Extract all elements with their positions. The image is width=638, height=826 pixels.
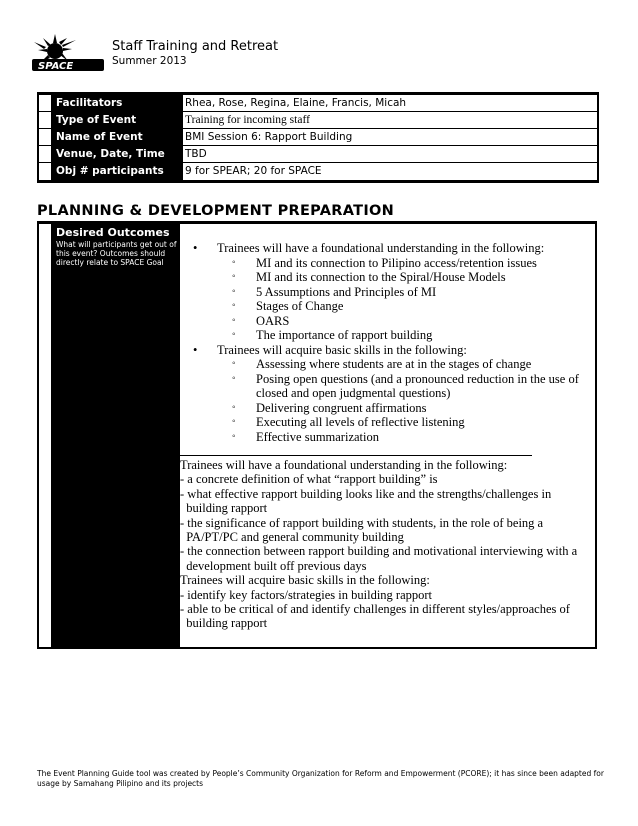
outline-item-text: Assessing where students are at in the stages of change	[256, 357, 532, 371]
outline-item	[180, 415, 595, 429]
desired-outcomes-label: Desired Outcomes	[56, 226, 170, 239]
info-label: Name of Event	[52, 129, 183, 145]
outline-item-text: Effective summarization	[256, 429, 379, 444]
detail-line: Trainees will have a foundational understanding in the following:	[180, 458, 508, 472]
outline-item-text: Trainees will have a foundational understanding in the following:	[217, 241, 545, 255]
document-title: Staff Training and Retreat	[112, 39, 279, 54]
circle-bullet-icon: ◦	[232, 329, 236, 340]
outline-item	[180, 256, 595, 270]
info-row-facilitators	[39, 95, 597, 112]
info-label: Type of Event	[52, 112, 183, 128]
outline-item-text: The importance of rapport building	[256, 328, 433, 342]
circle-bullet-icon: ◦	[232, 314, 236, 326]
outline-item	[180, 285, 595, 299]
circle-bullet-icon: ◦	[232, 285, 236, 297]
detail-line: PA/PT/PC and general community building	[180, 530, 404, 544]
desired-outcomes-content	[180, 224, 595, 647]
logo-text: SPACE	[38, 61, 74, 72]
outline-item-text: MI and its connection to Pilipino access/retention issues	[256, 255, 537, 270]
outline-item-text: Delivering congruent affirmations	[256, 400, 427, 415]
outline-item	[180, 328, 595, 342]
outline-item	[180, 241, 595, 255]
outline-item	[180, 314, 595, 328]
detail-line: building rapport	[180, 501, 268, 516]
info-row-type	[39, 112, 597, 129]
outline-item	[180, 386, 595, 400]
space-logo	[30, 34, 106, 80]
outline-item-text: MI and its connection to the Spiral/House Models	[256, 270, 506, 284]
circle-bullet-icon: ◦	[232, 430, 236, 442]
outline-item	[180, 357, 595, 371]
outline-item	[180, 343, 595, 357]
detail-line: - the connection between rapport building and motivational interviewing with a	[180, 544, 578, 559]
outline-item-text: OARS	[256, 313, 290, 328]
circle-bullet-icon: ◦	[232, 300, 236, 311]
section-title: PLANNING & DEVELOPMENT PREPARATION	[37, 203, 395, 219]
outline-item	[180, 372, 595, 386]
info-row-venue	[39, 146, 597, 163]
document-subtitle: Summer 2013	[112, 55, 187, 67]
info-row-participants	[39, 163, 597, 180]
info-value: Rhea, Rose, Regina, Elaine, Francis, Micah	[185, 97, 407, 109]
info-label: Facilitators	[52, 95, 183, 111]
outline-item-text: Posing open questions (and a pronounced reduction in the use of	[256, 371, 579, 386]
circle-bullet-icon: ◦	[232, 372, 236, 384]
circle-bullet-icon: ◦	[232, 416, 236, 427]
circle-bullet-icon: ◦	[232, 256, 236, 268]
outline-item-text: Executing all levels of reflective listening	[256, 415, 465, 429]
info-value: 9 for SPEAR; 20 for SPACE	[185, 165, 322, 177]
detail-line: - able to be critical of and identify challenges in different styles/approaches of	[180, 602, 570, 616]
info-row-name	[39, 129, 597, 146]
desired-outcomes-table	[37, 221, 597, 649]
outline-item	[180, 299, 595, 313]
detail-line: development built off previous days	[180, 558, 367, 573]
outline-item-text: 5 Assumptions and Principles of MI	[256, 284, 437, 299]
detail-line: Trainees will acquire basic skills in the following:	[180, 573, 430, 588]
detail-line: - a concrete definition of what “rapport building” is	[180, 472, 438, 487]
outline-item-text: Stages of Change	[256, 299, 344, 313]
footer-note: The Event Planning Guide tool was created by People’s Community Organization for Reform and Empowerment (PCORE); it has since been adapted for usage by Samahang Pilipino and its projects	[37, 769, 604, 788]
outline-item	[180, 430, 595, 444]
info-label: Venue, Date, Time	[52, 146, 183, 162]
bullet-icon: •	[193, 342, 198, 357]
circle-bullet-icon: ◦	[232, 271, 236, 282]
outline-item	[180, 401, 595, 415]
circle-bullet-icon: ◦	[232, 401, 236, 413]
info-value: BMI Session 6: Rapport Building	[185, 131, 353, 143]
info-value: TBD	[185, 148, 207, 160]
bullet-icon: •	[193, 241, 198, 255]
detail-line: - the significance of rapport building with students, in the role of being a	[180, 515, 544, 530]
detail-line: - what effective rapport building looks like and the strengths/challenges in	[180, 486, 552, 501]
detail-line: - identify key factors/strategies in building rapport	[180, 587, 433, 602]
event-info-table	[37, 92, 599, 183]
outline-item-text: closed and open judgmental questions)	[256, 386, 451, 400]
info-value: Training for incoming staff	[185, 114, 310, 126]
outline-item	[180, 270, 595, 284]
circle-bullet-icon: ◦	[232, 358, 236, 369]
divider	[180, 455, 532, 456]
desired-outcomes-label-cell	[52, 224, 180, 647]
outline-item-text: Trainees will acquire basic skills in the following:	[217, 342, 467, 357]
detail-line: building rapport	[180, 616, 268, 631]
info-label: Obj # participants	[52, 163, 183, 180]
desired-outcomes-description: What will participants get out of this event? Outcomes should directly relate to SPACE Goal	[56, 240, 177, 267]
